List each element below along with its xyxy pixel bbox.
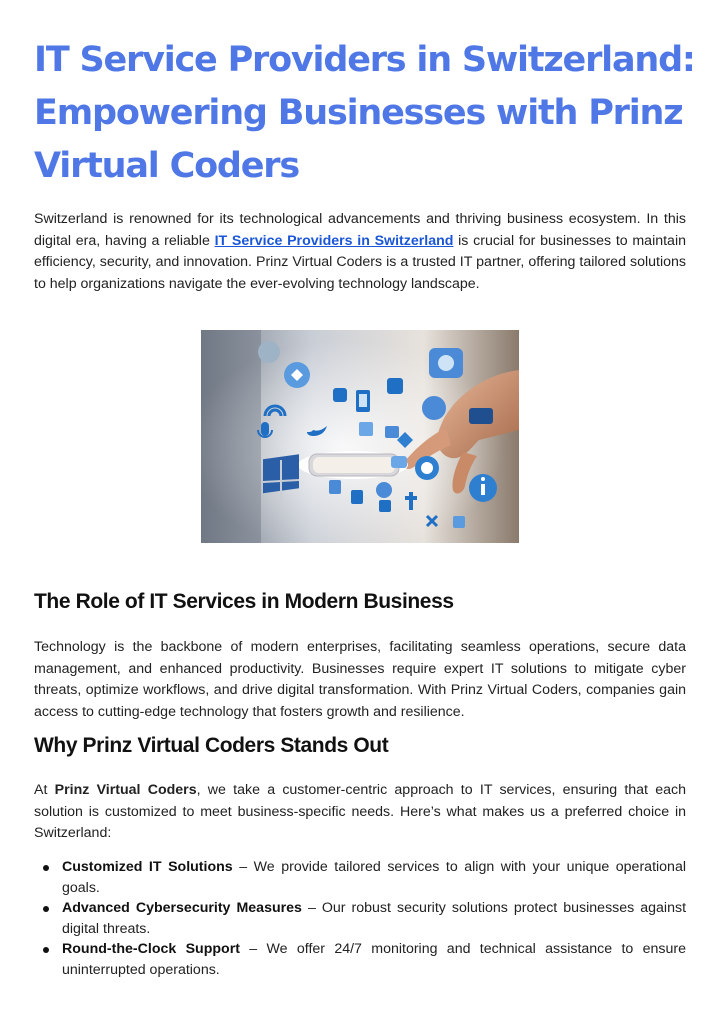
list-item — [34, 939, 686, 980]
intro-paragraph — [34, 209, 686, 295]
role-paragraph: Technology is the backbone of modern enterprises, facilitating seamless operations, secure data management, and enhanced productivity. Businesses require expert IT solutions to mitigate cyber threats, optimize workflows, and drive digital transformation. With Prinz Virtual Coders, companies gain access to cutting-edge technology that fosters growth and resilience. — [34, 639, 686, 720]
why-text-suffix: , we take a customer-centric approach to IT services, ensuring that each solution is customized to meet business-specific needs. Here’s what makes us a preferred choice in Switzerland: — [34, 782, 687, 841]
section-heading-why: Why Prinz Virtual Coders Stands Out — [34, 734, 389, 757]
list-item-label: Advanced Cybersecurity Measures — [62, 900, 302, 916]
benefits-list — [34, 857, 686, 980]
hero-image — [201, 330, 519, 543]
bullet-icon — [43, 906, 49, 912]
title-line-1: IT Service Providers in Switzerland: — [34, 40, 695, 80]
title-line-3: Virtual Coders — [34, 146, 299, 186]
why-text-prefix: At — [34, 782, 55, 798]
list-item-text: – We provide tailored services to align with your unique operational goals. — [62, 859, 686, 896]
page-title — [34, 34, 694, 193]
list-item — [34, 898, 686, 939]
bullet-icon — [43, 947, 49, 953]
intro-text-before: Switzerland is renowned for its technological advancements and thriving business ecosystem. In this digital era, having a reliable — [34, 211, 686, 249]
section-heading-role: The Role of IT Services in Modern Business — [34, 590, 454, 613]
list-item — [34, 857, 686, 898]
list-item-text: – Our robust security solutions protect businesses against digital threats. — [62, 900, 687, 937]
list-item-text: – We offer 24/7 monitoring and technical assistance to ensure uninterrupted operations. — [62, 941, 687, 978]
company-name-bold: Prinz Virtual Coders — [54, 782, 197, 798]
intro-text-after: is crucial for businesses to maintain efficiency, security, and innovation. Prinz Virtual Coders is a trusted IT partner, offering tailored solutions to help organizations navigate the ever-evolving technology landscape. — [34, 232, 686, 292]
it-service-providers-link[interactable]: IT Service Providers in Switzerland — [214, 232, 454, 249]
title-line-2: Empowering Businesses with Prinz — [34, 93, 683, 133]
list-item-label: Round-the-Clock Support — [62, 941, 240, 957]
why-paragraph — [34, 780, 686, 845]
bullet-icon — [43, 865, 49, 871]
list-item-label: Customized IT Solutions — [62, 859, 233, 875]
